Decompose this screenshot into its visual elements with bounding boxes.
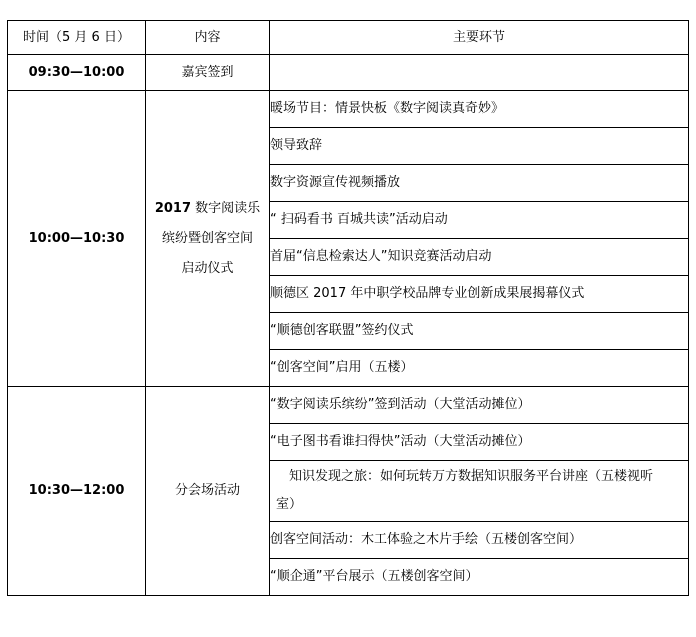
table-row-breakout: [8, 387, 689, 424]
list-item: “创客空间”启用（五楼）: [270, 350, 689, 387]
list-item: 领导致辞: [270, 128, 689, 165]
ceremony-line1: 数字阅读乐: [191, 200, 261, 216]
list-item-line2: 室）: [276, 497, 303, 512]
list-item: “顺德创客联盟”签约仪式: [270, 313, 689, 350]
time-cell-checkin: 09:30—10:00: [8, 55, 146, 91]
list-item: 首届“信息检索达人”知识竞赛活动启动: [270, 239, 689, 276]
header-content: 内容: [146, 21, 270, 55]
list-item: “电子图书看谁扫得快”活动（大堂活动摊位）: [270, 424, 689, 461]
content-cell-breakout: 分会场活动: [146, 387, 270, 596]
list-item: “顺企通”平台展示（五楼创客空间）: [270, 559, 689, 596]
table-row-ceremony: [8, 91, 689, 128]
ceremony-line2: 缤纷暨创客空间: [161, 230, 253, 246]
list-item: 创客空间活动：木工体验之木片手绘（五楼创客空间）: [270, 522, 689, 559]
header-main: 主要环节: [270, 21, 689, 55]
list-item: 顺德区 2017 年中职学校品牌专业创新成果展揭幕仪式: [270, 276, 689, 313]
header-time: 时间（5 月 6 日）: [8, 21, 146, 55]
ceremony-year: 2017: [154, 200, 192, 216]
time-cell-breakout: 10:30—12:00: [8, 387, 146, 596]
content-cell-ceremony: [146, 91, 270, 387]
time-cell-ceremony: 10:00—10:30: [8, 91, 146, 387]
ceremony-line3: 启动仪式: [181, 260, 234, 276]
list-item: 数字资源宣传视频播放: [270, 165, 689, 202]
ceremony-content-text: [146, 194, 269, 284]
schedule-table: [7, 20, 689, 596]
items-cell-checkin: [270, 55, 689, 91]
list-item-wrapped: [270, 461, 689, 522]
table-header-row: [8, 21, 689, 55]
list-item: “数字阅读乐缤纷”签到活动（大堂活动摊位）: [270, 387, 689, 424]
list-item: “ 扫码看书 百城共读”活动启动: [270, 202, 689, 239]
content-cell-checkin: 嘉宾签到: [146, 55, 270, 91]
table-row-checkin: [8, 55, 689, 91]
list-item: 暖场节目：情景快板《数字阅读真奇妙》: [270, 91, 689, 128]
list-item-line1: 知识发现之旅：如何玩转万方数据知识服务平台讲座（五楼视听: [289, 469, 654, 484]
